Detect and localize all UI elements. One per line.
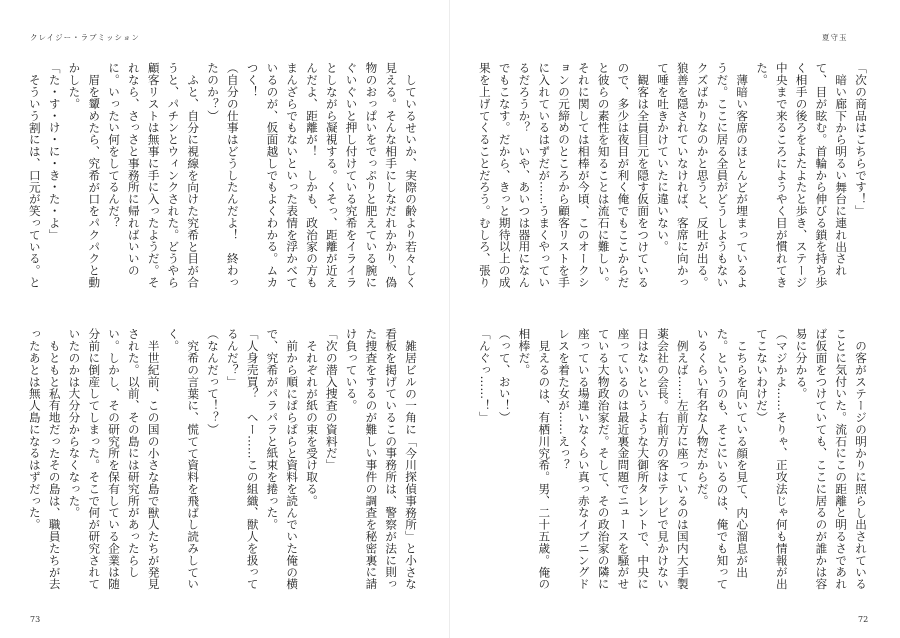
paragraph: 例えば……左前方に座っているのは国内大手製薬会社の会長。右前方の客はテレビで見かけない日はないというような大御所タレントで、中央に座っているのは最近裏金問題でニュースを騒がせている大物政治家だ。そして、その政治家の隣に座っている場違いなくらい真っ赤なイブニングドレスを着た女が……えっ？ xyxy=(557,328,690,590)
paragraph: 薄暗い客席のほとんどが埋まっているようだ。ここに居る全員がどうしようもないクズばかりなのかと思うと、反吐が出る。狼善を隠されていなければ、客席に向かって唾を吐きかけていたに違いない。 xyxy=(656,62,750,289)
paragraph: 究希の言葉に、慌てて資料を飛ばし読みしていく。 xyxy=(166,328,201,590)
paragraph: の客がステージの明かりに照らし出されていることに気付いた。流石にこの距離と明るさであれば仮面をつけていても、ここに居るのが誰かは容易に分かる。 xyxy=(794,328,868,590)
paragraph: こちらを向いている顔を見て、内心溜息が出た。というのも、そこにいるのは、俺でも知っているくらい有名な人物だからだ。 xyxy=(695,328,750,590)
paragraph: 暗い廊下から明るい舞台に連れ出されて、目が眩む。首輪から伸びる鎖を持ち歩く相手の後ろをよたよたと歩き、ステージ中央まで来るころにようやく目が慣れてきた。 xyxy=(755,62,849,289)
left-page-upper-text xyxy=(28,62,420,298)
paragraph: （マジかよ……そりゃ、正攻法じゃ何も情報が出てこないわけだ） xyxy=(755,328,789,590)
paragraph: 「次の商品はこちらです！」 xyxy=(854,62,868,217)
paragraph: 半世紀前、この国の小さな島で獣人たちが発見された。以前、その島には研究所があったらしい。しかし、その研究所を保有している企業は随分前に倒産してしまった。そこで何が研究されていたのかは大分分からなくなった。 xyxy=(67,328,161,590)
paragraph: （自分の仕事はどうしたんだよ！ 終わったのか？） xyxy=(206,62,240,289)
paragraph: 「次の潜入捜査の資料だ」 xyxy=(324,328,339,471)
paragraph: 前から順にぱらぱらと資料を読んでいた俺の横で、究希がパラパラと紙束を捲った。 xyxy=(265,328,300,590)
right-page xyxy=(450,0,900,638)
paragraph: 観客は全員目元を隠す仮面をつけているので、多少は夜目が利く俺でもここからだと彼らの素性を知ることは流石に難しい。それに関しては相棒が今頃、このオークションの元締めのところから顧客リストを手に入れているはずだが……うまくやっているだろうか？ いや、あいつは器用になんでもこなす。だから、きっと期待以上の成果を上げてくることだろう。むしろ、張り xyxy=(478,62,651,289)
paragraph: ふと、自分に視線を向けた究希と目が合うと、パチンとウィンクされた。どうやら顧客リストは無事に手に入ったようだ。それなら、さっさと事務所に帰ればいいのに。いったい何をしてるんだ？ xyxy=(107,62,201,289)
paragraph: 「んぐっ……！」 xyxy=(478,328,492,424)
paragraph: 見えるのは、有栖川究希。男、二十五歳。俺の相棒だ。 xyxy=(517,328,552,590)
paragraph: 「人身売買？ へー……この組織、獣人を扱ってるんだ？」 xyxy=(225,328,260,590)
paragraph: 雑居ビルの一角に「今川探偵事務所」と小さな看板を掲げているこの事務所は、警察が法に則った捜査をするのが難しい事件の調査を秘密裏に請け負っている。 xyxy=(344,328,418,590)
paragraph: それぞれが紙の束を受け取る。 xyxy=(305,339,320,507)
page-number: 72 xyxy=(858,615,869,624)
left-page-lower-text xyxy=(28,328,420,600)
right-page-upper-text xyxy=(478,62,870,298)
paragraph: 「た・す・け・に・き・た・よ」 xyxy=(47,62,62,241)
paragraph: そういう割には、口元が笑っている。と xyxy=(28,73,42,288)
page-number: 73 xyxy=(30,615,41,624)
paragraph: 眉を顰めたら、究希が口をパクパクと動かした。 xyxy=(67,62,102,288)
paragraph: しているせいか、実際の齢より若々しく見える。そんな相手にしなだれかかり、偽物のおっぱいをでっぷりと肥えている腕にぐいぐいと押し付けている究希をイライラとしながら凝視する。くそっ、距離が近えんだよ、距離が！ しかも、政治家の方もまんざらでもないといった表情を浮かべているのが、仮面越しでもよくわかる。ムカつく！ xyxy=(245,62,418,289)
right-page-lower-text xyxy=(478,328,870,600)
running-head-series-title: クレイジー・ラブミッション xyxy=(30,33,140,42)
paragraph: もともと私有地だったその島は、職員たちが去ったあとは無人島になるはずだった。 xyxy=(28,328,62,590)
paragraph: （って、おい！） xyxy=(497,328,512,424)
running-head-author: 夏守玉 xyxy=(822,33,848,42)
paragraph: （なんだって！？） xyxy=(206,328,221,436)
